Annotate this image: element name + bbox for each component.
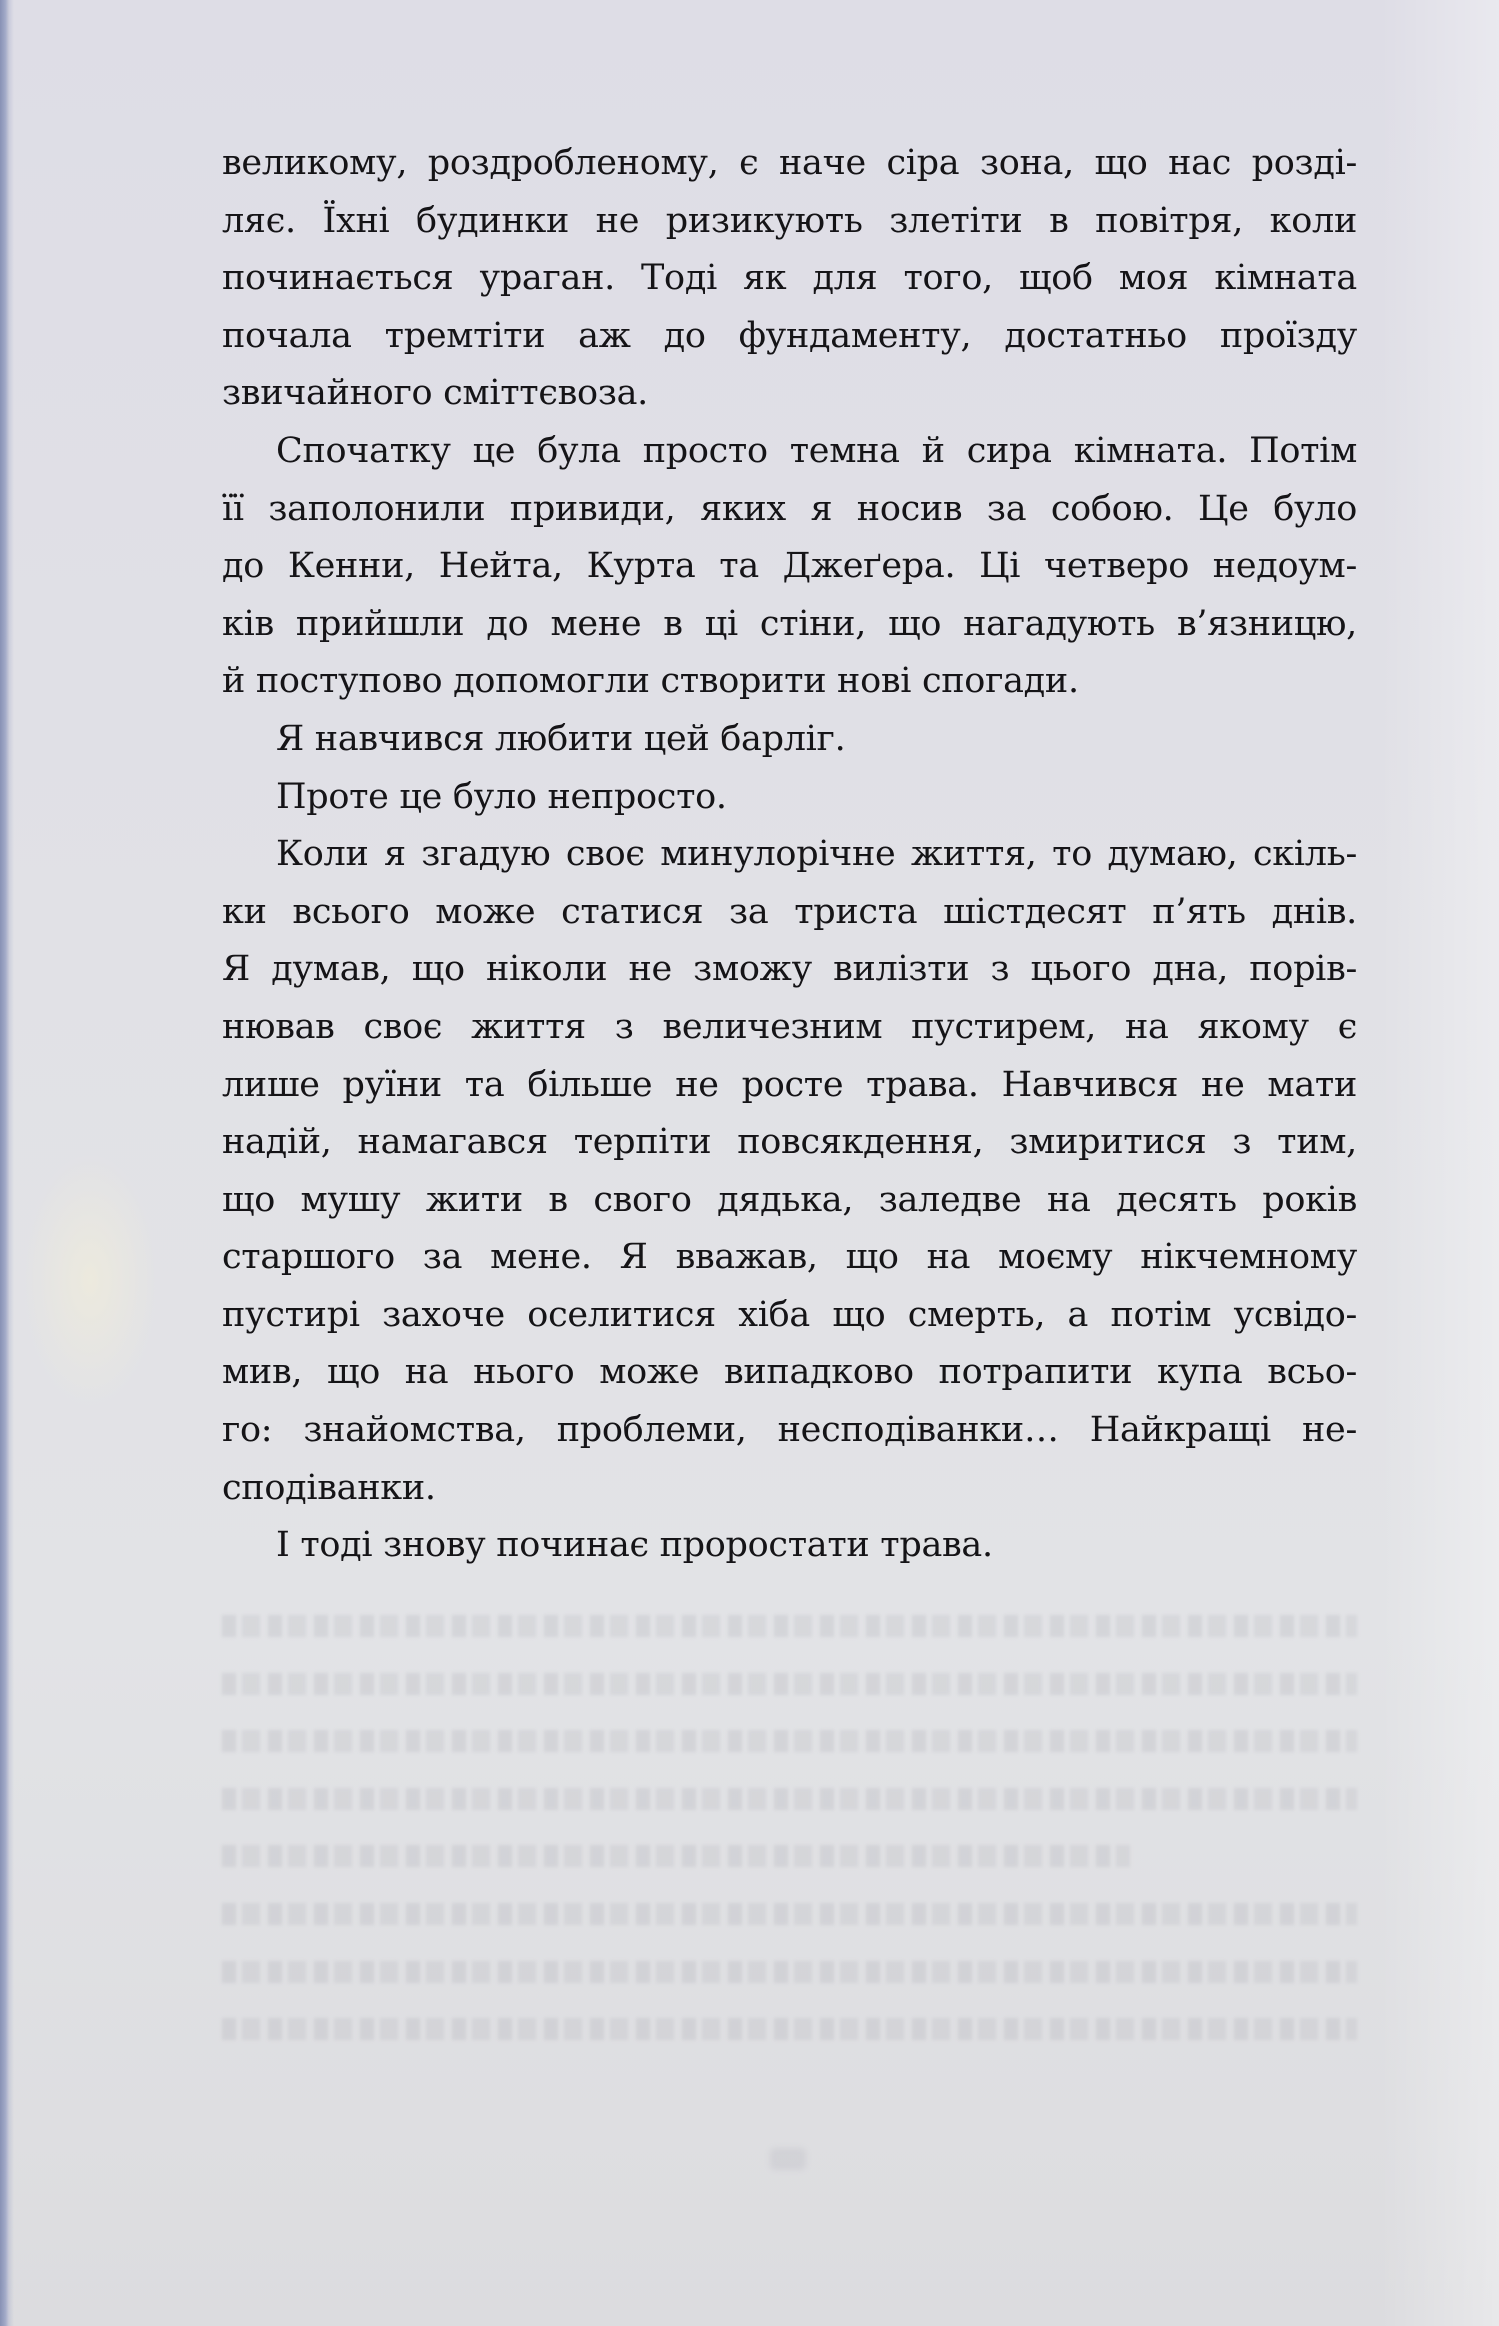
text-line: го: знайомства, проблеми, несподіванки… Найкращі не- [222, 1410, 1357, 1451]
text-line: Коли я згадую своє минулорічне життя, то думаю, скіль- [276, 834, 1357, 875]
text-line: починається ураган. Тоді як для того, щоб моя кімната [222, 258, 1357, 299]
text-line: ляє. Їхні будинки не ризикують злетіти в повітря, коли [222, 200, 1357, 241]
bleed-through-page-number [770, 2148, 806, 2170]
text-line: мив, що на нього може випадково потрапити купа всьо- [222, 1352, 1357, 1393]
paragraph [222, 135, 1357, 423]
bleed-line [222, 1845, 1130, 1867]
body-text [222, 135, 1357, 1575]
text-line: І тоді знову починає проростати трава. [276, 1525, 993, 1566]
text-line: сподіванки. [222, 1467, 436, 1508]
text-line: старшого за мене. Я вважав, що на моєму нікчемному [222, 1237, 1357, 1278]
text-line: почала тремтіти аж до фундаменту, достатньо проїзду [222, 315, 1357, 356]
bleed-line [222, 1903, 1357, 1925]
text-line: лише руїни та більше не росте трава. Навчився не мати [222, 1064, 1357, 1105]
text-line: нював своє життя з величезним пустирем, на якому є [222, 1006, 1357, 1047]
paragraph [222, 769, 1357, 827]
paragraph [222, 423, 1357, 711]
paragraph [222, 711, 1357, 769]
text-line: що мушу жити в свого дядька, заледве на десять років [222, 1179, 1357, 1220]
bleed-line [222, 1615, 1357, 1637]
bleed-line [222, 1961, 1357, 1983]
paragraph [222, 826, 1357, 1517]
text-line: Я навчився любити цей барліг. [276, 718, 846, 759]
bleed-line [222, 1673, 1357, 1695]
text-line: Я думав, що ніколи не зможу вилізти з цього дна, порів- [222, 949, 1357, 990]
text-line: її заполонили привиди, яких я носив за собою. Це було [222, 488, 1357, 529]
bleed-line [222, 1730, 1357, 1752]
text-line: пустирі захоче оселитися хіба що смерть, а потім усвідо- [222, 1294, 1357, 1335]
text-line: ки всього може статися за триста шістдесят п’ять днів. [222, 891, 1357, 932]
text-line: й поступово допомогли створити нові спогади. [222, 661, 1079, 702]
page-spine-edge [0, 0, 9, 2326]
bleed-line [222, 1788, 1357, 1810]
text-line: Проте це було непросто. [276, 776, 727, 817]
text-line: надій, намагався терпіти повсякдення, змиритися з тим, [222, 1122, 1357, 1163]
paragraph [222, 1517, 1357, 1575]
bleed-through-text [222, 1615, 1357, 2076]
text-line: до Кенни, Нейта, Курта та Джеґера. Ці четверо недоум- [222, 546, 1357, 587]
text-line: звичайного сміттєвоза. [222, 373, 648, 414]
text-line: великому, роздробленому, є наче сіра зона, що нас розді- [222, 143, 1357, 183]
text-line: Спочатку це була просто темна й сира кімната. Потім [276, 430, 1357, 471]
bleed-line [222, 2018, 1357, 2040]
light-reflection [20, 1150, 160, 1410]
text-line: ків прийшли до мене в ці стіни, що нагадують в’язницю, [222, 603, 1357, 644]
